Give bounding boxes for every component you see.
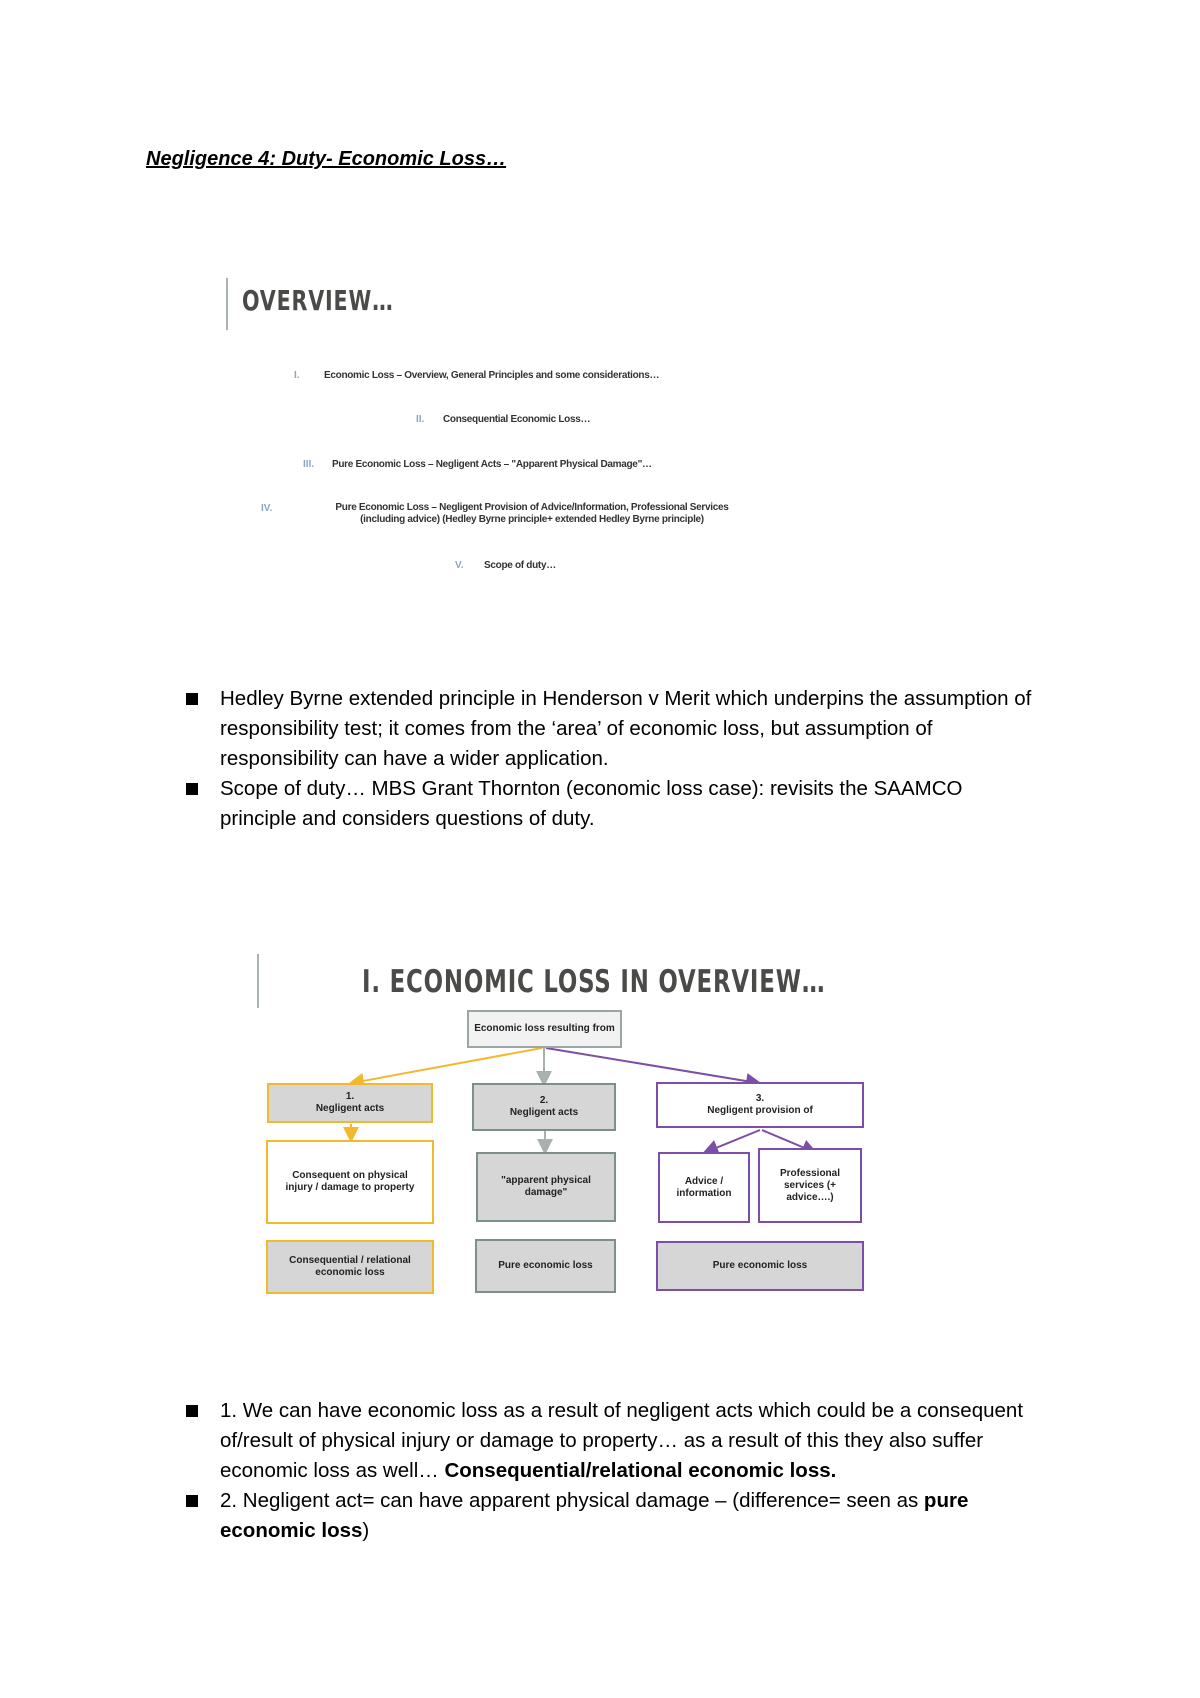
overview-item-4-line1: Pure Economic Loss – Negligent Provision of Advice/Information, Professional Services bbox=[335, 502, 729, 513]
list-item: Scope of duty… MBS Grant Thornton (economic loss case): revisits the SAAMCO principle and considers questions of duty. bbox=[184, 774, 1044, 834]
list-item: Hedley Byrne extended principle in Henderson v Merit which underpins the assumption of responsibility test; it comes from the ‘area’ of economic loss, but assumption of responsibility can have a wider application. bbox=[184, 684, 1044, 774]
overview-item-1: Economic Loss – Overview, General Principles and some considerations… bbox=[324, 370, 660, 381]
col3-bottom-box: Pure economic loss bbox=[656, 1241, 864, 1291]
bullet-list-2 bbox=[184, 1396, 1044, 1546]
col2-bottom-box: Pure economic loss bbox=[475, 1239, 616, 1293]
overview-item-3: Pure Economic Loss – Negligent Acts – "Apparent Physical Damage"… bbox=[332, 459, 652, 470]
col1-bottom-box: Consequential / relational economic loss bbox=[266, 1240, 434, 1294]
diagram-top-box: Economic loss resulting from bbox=[467, 1010, 622, 1048]
arrow-col3-left bbox=[706, 1130, 760, 1152]
document-title: Negligence 4: Duty- Economic Loss… bbox=[146, 148, 507, 170]
col3-mid-left-box: Advice / information bbox=[658, 1152, 750, 1223]
diagram-heading: I. ECONOMIC LOSS IN OVERVIEW… bbox=[362, 964, 826, 1000]
col3-head-box: 3. Negligent provision of bbox=[656, 1082, 864, 1128]
col2-mid-box: "apparent physical damage" bbox=[476, 1152, 616, 1222]
arrow-to-col3 bbox=[546, 1048, 758, 1083]
overview-item-4-line2: (including advice) (Hedley Byrne principle+ extended Hedley Byrne principle) bbox=[360, 514, 704, 525]
col1-head-box: 1. Negligent acts bbox=[267, 1083, 433, 1123]
bullet-square-icon bbox=[186, 1495, 198, 1507]
col1-mid-box: Consequent on physical injury / damage to property bbox=[266, 1140, 434, 1224]
bullet-square-icon bbox=[186, 1405, 198, 1417]
overview-heading: OVERVIEW… bbox=[242, 284, 394, 317]
list-item: 2. Negligent act= can have apparent physical damage – (difference= seen as pure economic loss) bbox=[184, 1486, 1044, 1546]
overview-item-1-number: I. bbox=[294, 370, 300, 381]
overview-item-4-number: IV. bbox=[261, 503, 273, 514]
col2-head-box: 2. Negligent acts bbox=[472, 1083, 616, 1131]
list-item: 1. We can have economic loss as a result of negligent acts which could be a consequent of/result of physical injury or damage to property… as a result of this they also suffer economic loss as well… Consequential/relational economic loss. bbox=[184, 1396, 1044, 1486]
arrow-to-col1 bbox=[352, 1048, 542, 1083]
col3-mid-right-box: Professional services (+ advice….) bbox=[758, 1148, 862, 1223]
overview-item-2-number: II. bbox=[416, 414, 425, 425]
overview-item-5-number: V. bbox=[455, 560, 464, 571]
overview-item-3-number: III. bbox=[303, 459, 315, 470]
overview-item-2: Consequential Economic Loss… bbox=[443, 414, 591, 425]
overview-item-5: Scope of duty… bbox=[484, 560, 556, 571]
